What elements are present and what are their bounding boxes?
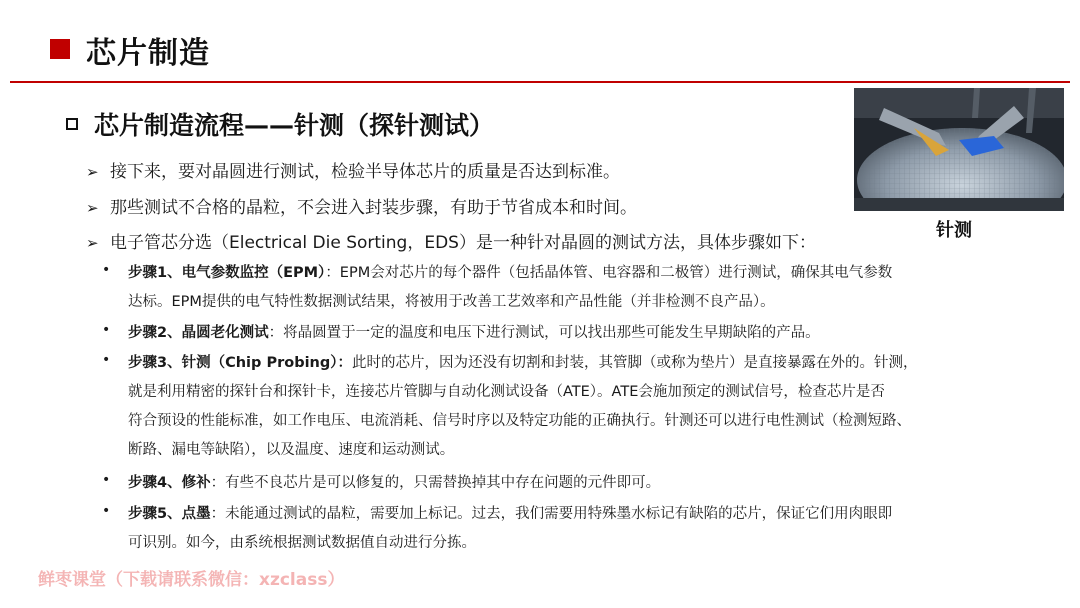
step-2	[128, 321, 820, 342]
title-divider	[10, 81, 1070, 83]
step-bullet-icon: •	[102, 352, 111, 368]
step-bullet-icon: •	[102, 262, 111, 278]
arrow-item-text: 那些测试不合格的晶粒，不会进入封装步骤，有助于节省成本和时间。	[110, 198, 637, 218]
section-bullet-square	[66, 118, 78, 130]
arrow-bullet-item	[86, 157, 620, 182]
step-bullet-icon: •	[102, 503, 111, 519]
arrow-item-text: 接下来，要对晶圆进行测试，检验半导体芯片的质量是否达到标准。	[110, 162, 620, 182]
arrow-bullet-icon: ➢	[86, 163, 99, 181]
step-3	[128, 351, 918, 372]
step-5	[128, 502, 892, 523]
section-title: 芯片制造流程——针测（探针测试）	[94, 111, 495, 140]
step-text: ：未能通过测试的晶粒，需要加上标记。过去，我们需要用特殊墨水标记有缺陷的芯片，保证它们用肉眼即	[210, 506, 893, 522]
page-title: 芯片制造	[86, 36, 210, 71]
watermark: 鲜枣课堂（下载请联系微信：xzclass）	[38, 570, 345, 590]
step-text-continued: 可识别。如今，由系统根据测试数据值自动进行分拣。	[128, 535, 476, 551]
step-text-continued: 就是利用精密的探针台和探针卡，连接芯片管脚与自动化测试设备（ATE）。ATE会施加预定的测试信号，检查芯片是否	[128, 384, 885, 400]
arrow-bullet-item	[86, 228, 816, 253]
arrow-bullet-icon: ➢	[86, 234, 99, 252]
step-text: ：有些不良芯片是可以修复的，只需替换掉其中存在问题的元件即可。	[210, 475, 661, 491]
step-text-continued: 符合预设的性能标准，如工作电压、电流消耗、信号时序以及特定功能的正确执行。针测还可以进行电性测试（检测短路、	[128, 413, 911, 429]
step-4	[128, 471, 660, 492]
step-bullet-icon: •	[102, 322, 111, 338]
title-marker	[50, 39, 70, 59]
step-text: 此时的芯片，因为还没有切割和封装，其管脚（或称为垫片）是直接暴露在外的。针测，	[352, 355, 918, 371]
step-label: 步骤1、电气参数监控（EPM）	[128, 265, 326, 281]
step-bullet-icon: •	[102, 472, 111, 488]
photo-caption: 针测	[936, 220, 972, 241]
step-label: 步骤3、针测（Chip Probing）：	[128, 355, 352, 371]
step-1	[128, 261, 892, 282]
step-text-continued: 达标。EPM提供的电气特性数据测试结果，将被用于改善工艺效率和产品性能（并非检测不良产品）。	[128, 294, 775, 310]
arrow-item-text: 电子管芯分选（Electrical Die Sorting，EDS）是一种针对晶圆的测试方法，具体步骤如下：	[110, 233, 816, 253]
probe-station-photo	[854, 88, 1064, 211]
arrow-bullet-item	[86, 193, 637, 218]
step-label: 步骤5、点墨	[128, 506, 211, 522]
step-text: ：将晶圆置于一定的温度和电压下进行测试，可以找出那些可能发生早期缺陷的产品。	[268, 325, 820, 341]
step-text: ：EPM会对芯片的每个器件（包括晶体管、电容器和二极管）进行测试，确保其电气参数	[325, 265, 893, 281]
step-label: 步骤4、修补	[128, 475, 211, 491]
step-label: 步骤2、晶圆老化测试	[128, 325, 269, 341]
arrow-bullet-icon: ➢	[86, 199, 99, 217]
step-text-continued: 断路、漏电等缺陷），以及温度、速度和运动测试。	[128, 442, 455, 458]
